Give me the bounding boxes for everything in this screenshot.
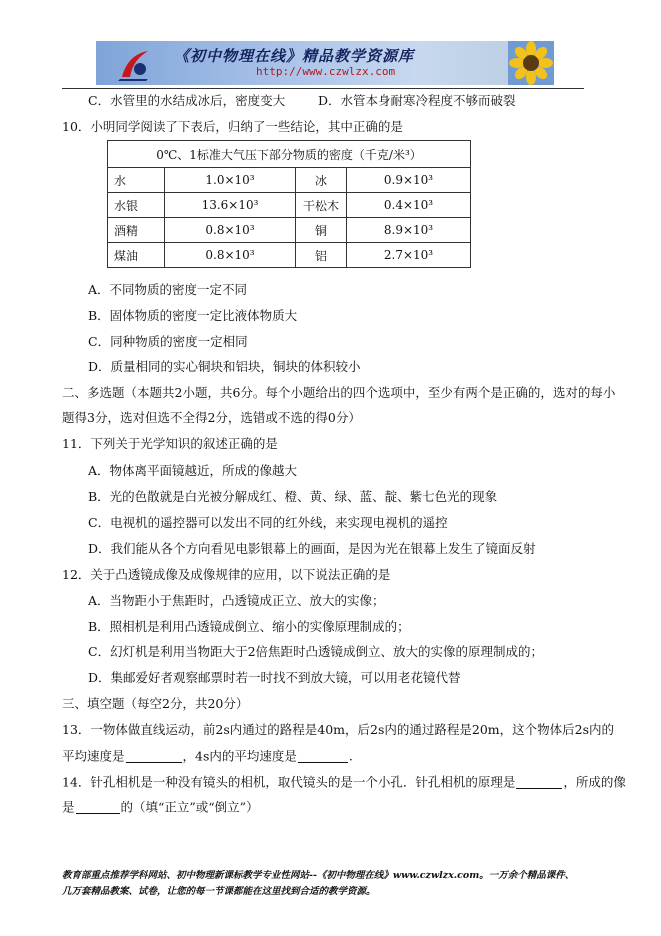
substance-name: 冰 [296, 168, 347, 193]
density-value: 0.8×10³ [165, 243, 296, 268]
substance-name: 酒精 [108, 218, 165, 243]
q12-option-a: A．当物距小于焦距时，凸透镜成正立、放大的实像； [88, 593, 385, 608]
substance-name: 水银 [108, 193, 165, 218]
substance-name: 煤油 [108, 243, 165, 268]
q14-text-b: ，所成的像 [563, 774, 626, 790]
q14-line1 [62, 776, 626, 789]
q14-text-d: 的（填“正立”或“倒立”） [120, 799, 259, 815]
table-caption: 0℃、1标准大气压下部分物质的密度（千克/米³） [108, 141, 471, 168]
density-table [107, 140, 471, 268]
table-row [108, 168, 471, 193]
substance-name: 干松木 [296, 193, 347, 218]
site-logo-icon [118, 47, 150, 81]
q11-option-c: C．电视机的遥控器可以发出不同的红外线，来实现电视机的遥控 [88, 515, 448, 530]
q12-stem: 12．关于凸透镜成像及成像规律的应用，以下说法正确的是 [62, 567, 391, 582]
q13-text-c: . [348, 748, 353, 764]
q14-text-c: 是 [62, 799, 75, 815]
q11-option-d: D．我们能从各个方向看见电影银幕上的画面，是因为光在银幕上发生了镜面反射 [88, 541, 536, 556]
density-value: 1.0×10³ [165, 168, 296, 193]
q13-text-a: 平均速度是 [62, 748, 125, 764]
site-title: 《初中物理在线》精品教学资源库 [174, 47, 415, 65]
density-value: 13.6×10³ [165, 193, 296, 218]
answer-blank[interactable] [126, 750, 182, 763]
q12-option-b: B．照相机是利用凸透镜成倒立、缩小的实像原理制成的； [88, 619, 410, 634]
q9-option-d: D．水管本身耐寒冷程度不够而破裂 [318, 93, 516, 108]
q11-stem: 11．下列关于光学知识的叙述正确的是 [62, 436, 278, 451]
header-divider [62, 88, 584, 89]
density-value: 0.9×10³ [347, 168, 471, 193]
q11-option-b: B．光的色散就是白光被分解成红、橙、黄、绿、蓝、靛、紫七色光的现象 [88, 489, 498, 504]
table-row [108, 193, 471, 218]
site-url[interactable]: http://www.czwlzx.com [256, 65, 396, 78]
section2-instructions-line2: 题得3分，选对但选不全得2分，选错或不选的得0分） [62, 410, 361, 425]
substance-name: 水 [108, 168, 165, 193]
substance-name: 铝 [296, 243, 347, 268]
table-row [108, 218, 471, 243]
header-banner [96, 41, 554, 85]
substance-name: 铜 [296, 218, 347, 243]
q13-line1: 13．一物体做直线运动，前2s内通过的路程是40m，后2s内的通过路程是20m，这个物体后2s内的 [62, 722, 615, 737]
q12-option-d: D．集邮爱好者观察邮票时若一时找不到放大镜，可以用老花镜代替 [88, 670, 461, 685]
q10-stem: 10．小明同学阅读了下表后，归纳了一些结论，其中正确的是 [62, 119, 403, 134]
q13-line2 [62, 750, 353, 763]
q14-text-a: 14．针孔相机是一种没有镜头的相机，取代镜头的是一个小孔．针孔相机的原理是 [62, 774, 516, 790]
q10-option-b: B．固体物质的密度一定比液体物质大 [88, 308, 298, 323]
answer-blank[interactable] [298, 750, 348, 763]
q9-option-c: C．水管里的水结成冰后，密度变大 [88, 93, 286, 108]
section2-instructions-line1: 二、多选题（本题共2小题，共6分。每个小题给出的四个选项中，至少有两个是正确的，选对的每小 [62, 385, 616, 400]
footer-line2: 几万套精品教案、试卷，让您的每一节课都能在这里找到合适的教学资源。 [62, 886, 376, 897]
q13-text-b: ，4s内的平均速度是 [182, 748, 297, 764]
density-value: 0.8×10³ [165, 218, 296, 243]
q10-option-a: A．不同物质的密度一定不同 [88, 282, 248, 297]
answer-blank[interactable] [76, 801, 120, 814]
table-row [108, 243, 471, 268]
q10-option-d: D．质量相同的实心铜块和铝块，铜块的体积较小 [88, 359, 361, 374]
footer-line1: 教育部重点推荐学科网站、初中物理新课标教学专业性网站--《初中物理在线》www.czwlzx.com。一万余个精品课件、 [62, 870, 575, 881]
answer-blank[interactable] [516, 776, 562, 789]
density-value: 0.4×10³ [347, 193, 471, 218]
density-value: 2.7×10³ [347, 243, 471, 268]
q11-option-a: A．物体离平面镜越近，所成的像越大 [88, 463, 298, 478]
density-value: 8.9×10³ [347, 218, 471, 243]
q10-option-c: C．同种物质的密度一定相同 [88, 334, 248, 349]
section3-title: 三、填空题（每空2分，共20分） [62, 696, 249, 711]
q14-line2 [62, 801, 259, 814]
page-footer [62, 868, 574, 900]
sunflower-icon [508, 41, 554, 85]
q12-option-c: C．幻灯机是利用当物距大于2倍焦距时凸透镜成倒立、放大的实像的原理制成的； [88, 644, 544, 659]
